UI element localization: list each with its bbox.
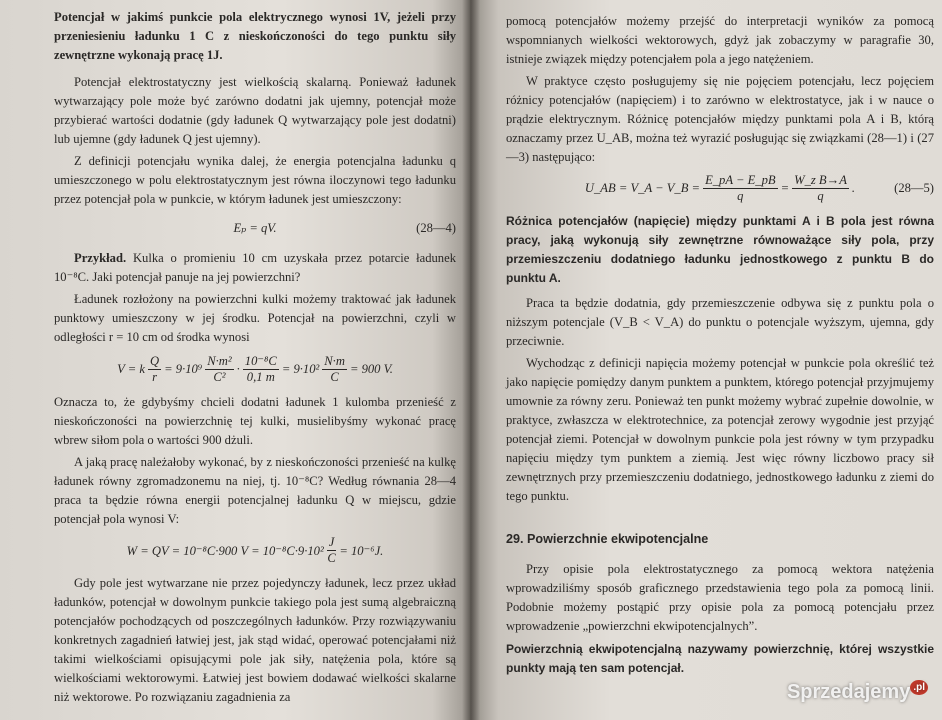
book-spine: [462, 0, 480, 720]
numerator: J: [328, 535, 335, 549]
example: [54, 249, 456, 287]
paragraph: Przy opisie pola elektrostatycznego za pomocą wektora natężenia wprowadziliśmy sposób graficznego przedstawienia tego pola za pomocą linii. Podobnie możemy postąpić przy opisie pola za pomocą potencjału przez wprowadzenie „powierzchni ekwipotencjalnych”.: [506, 562, 934, 633]
equation: [54, 535, 456, 566]
denominator: C: [330, 369, 339, 384]
paragraph: pomocą potencjałów możemy przejść do interpretacji wyników za pomocą wspomnianych wielkości wektorowych, gdyż jak zobaczymy w paragrafie 30, istnieje związek między potencjałem pola a jego natężeniem.: [506, 14, 934, 66]
watermark-logo: [787, 681, 928, 704]
definition-heading: Potencjał w jakimś punkcie pola elektrycznego wynosi 1V, jeżeli przy przeniesieniu ładunku 1 C z nieskończoności do tego punktu siły zewnętrzne wykonają pracę 1J.: [54, 10, 456, 62]
denominator: r: [152, 369, 158, 384]
watermark-suffix: .pl: [910, 680, 928, 695]
equation-part: .: [851, 181, 856, 195]
equation: [54, 353, 456, 385]
paragraph: Z definicji potencjału wynika dalej, że energia potencjalna ładunku q umieszczonego w polu elektrostatycznym jest równa iloczynowi tego ładunku przez potencjał pola w punkcie, w którym ładunek jest umieszczony:: [54, 154, 456, 206]
paragraph: A jaką pracę należałoby wykonać, by z nieskończoności przenieść na kulkę ładunek równy zgromadzonemu na niej, tj. 10⁻⁸C? Według równania 28—4 praca ta będzie równa energii potencjalnej ładunku Q w miejscu, gdzie potencjał pola wynosi V:: [54, 455, 456, 526]
paragraph: Gdy pole jest wytwarzane nie przez pojedynczy ładunek, lecz przez układ ładunków, potencjał w dowolnym punkcie takiego pola jest sumą algebraiczną potencjałów pochodzących od poszczególnych ładunków. Przy rozwiązywaniu konkretnych zagadnień łatwiej jest, jak stąd widać, operować potencjałami niż takimi wielkościami opisującymi pole jak siły, natężenia pola, które są wielkościami wektorowymi. Łatwiej jest bowiem dodawać wielkości skalarne niż wektorowe. Po rozwiązaniu zagadnienia za: [54, 576, 456, 704]
equation-part: = 9·10²: [281, 361, 320, 376]
numerator: N·m: [324, 353, 345, 368]
fraction: [243, 353, 279, 385]
paragraph: Praca ta będzie dodatnia, gdy przemieszczenie odbywa się z punktu pola o niższym potencjale (V_B < V_A) do punktu o potencjale wyższym, ujemna, gdy przeciwnie.: [506, 296, 934, 348]
fraction: [327, 535, 337, 566]
fraction: [205, 354, 233, 385]
definition: Różnica potencjałów (napięcie) między punktami A i B pola jest równa pracy, jaką wykonują siły zewnętrzne równoważące siły pola, przy przemieszczeniu dodatniego ładunku jednostkowego z punktu B do punktu A.: [506, 214, 934, 285]
right-page: [470, 0, 942, 720]
equation-body: Eₚ = qV.: [233, 221, 277, 235]
paragraph: Potencjał elektrostatyczny jest wielkością skalarną. Ponieważ ładunek wytwarzający pole może być zarówno dodatni jak ujemny, potencjał może przybierać wartości dodatnie (gdy ładunek Q wytwarzający pole jest dodatni) lub ujemne (gdy ładunek Q jest ujemny).: [54, 75, 456, 146]
fraction: [322, 354, 347, 385]
example-label: Przykład.: [74, 251, 127, 265]
equation: [54, 215, 456, 241]
denominator: C²: [213, 369, 226, 384]
definition: Powierzchnią ekwipotencjalną nazywamy powierzchnię, której wszystkie punkty mają ten sam potencjał.: [506, 642, 934, 675]
section-heading: 29. Powierzchnie ekwipotencjalne: [506, 532, 709, 546]
denominator: q: [737, 189, 744, 203]
paragraph: W praktyce często posługujemy się nie pojęciem potencjału, lecz pojęciem różnicy potencjałów (napięciem) i to zarówno w elektrostatyce, jak i w nauce o prądzie elektrycznym. Różnicę potencjałów między punktami pola A i B, którą oznaczamy przez U_AB, można też wyrazić posługując się związkami (28—1) i (27—3) następująco:: [506, 74, 934, 164]
paragraph: Oznacza to, że gdybyśmy chcieli dodatni ładunek 1 kulomba przenieść z nieskończoności na powierzchnię tej kulki, musielibyśmy wykonać pracę wbrew siłom pola o wartości 900 dżuli.: [54, 395, 456, 447]
numerator: E_pA − E_pB: [705, 173, 776, 187]
denominator: 0,1 m: [246, 370, 275, 384]
equation-number: (28—4): [416, 220, 456, 235]
numerator: Q: [150, 353, 160, 368]
fraction: [148, 354, 161, 385]
watermark-text: Sprzedajemy: [786, 681, 911, 703]
example-text: Kulka o promieniu 10 cm uzyskała przez potarcie ładunek 10⁻⁸C. Jaki potencjał panuje na jej powierzchni?: [54, 251, 456, 284]
equation: [506, 173, 934, 204]
paragraph: Wychodząc z definicji napięcia możemy potencjał w punkcie pola określić też jako napięcie pomiędzy danym punktem a punktem, którego potencjał przyjmujemy umownie za równy zeru. Ponieważ ten punkt możemy wybrać zupełnie dowolnie, w praktyce, zwłaszcza w elektrotechnice, za potencjał zerowy wygodnie jest przyjąć potencjał ziemi. Potencjał w dowolnym punkcie pola jest równy w tym przypadku napięciu między tym punktem a ziemią. Jest więc równy liczbowo pracy sił zewnętrznych przy przemieszczeniu dodatniego, jednostkowego ładunku z ziemi do tego punktu.: [506, 356, 934, 503]
numerator: 10⁻⁸C: [244, 354, 277, 368]
fraction: [792, 173, 849, 204]
denominator: q: [817, 189, 824, 203]
equation-number: (28—5): [894, 181, 934, 195]
equation-part: W = QV = 10⁻⁸C·900 V = 10⁻⁸C·9·10²: [126, 543, 324, 558]
equation-part: =: [780, 181, 790, 195]
paragraph: Ładunek rozłożony na powierzchni kulki możemy traktować jak ładunek punktowy umieszczony w jej środku. Potencjał na powierzchni, czyli w odległości r = 10 cm od środka wynosi: [54, 292, 456, 344]
left-page: [0, 0, 470, 720]
equation-part: V = k: [117, 361, 146, 376]
equation-part: ·: [236, 361, 240, 376]
equation-part: = 9·10⁹: [164, 361, 203, 376]
equation-part: U_AB = V_A − V_B =: [584, 181, 701, 195]
numerator: W_z B→A: [794, 173, 847, 187]
equation-part: = 10⁻⁶J.: [339, 543, 384, 558]
numerator: N·m²: [207, 353, 232, 368]
fraction: [703, 173, 778, 204]
equation-part: = 900 V.: [349, 361, 393, 376]
denominator: C: [327, 551, 336, 565]
